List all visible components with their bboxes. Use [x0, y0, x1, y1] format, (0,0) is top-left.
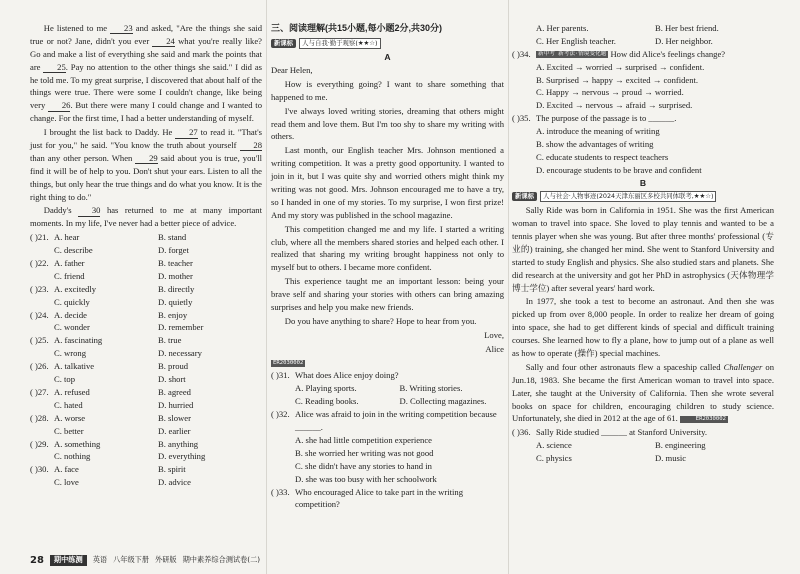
question-34 [512, 48, 774, 61]
question-text: Who encouraged Alice to take part in the writing competition? [295, 486, 463, 510]
options-32 [271, 434, 504, 486]
passage-paragraph: Sally and four other astronauts flew a spaceship called Challenger on Jun.18, 1983. She became the first American woman to travel into space. Later, she taught at the University of California. Then she wrote several books on space for children, encouraging children to study science. Unfortunately, she died in 2012 at the age of 61. ER2030002 [512, 361, 774, 424]
option[interactable]: C. wonder [54, 322, 90, 333]
cloze-question [30, 438, 262, 464]
footer-title: 期中素养综合测试卷(二) [182, 555, 261, 565]
option[interactable]: C. quickly [54, 296, 90, 307]
option[interactable]: C. physics [536, 453, 572, 464]
option[interactable]: A. worse [54, 412, 86, 423]
option[interactable]: A. face [54, 464, 79, 475]
options-36 [512, 439, 774, 465]
question-33 [271, 486, 504, 512]
answer-slot[interactable]: ( )22. [30, 258, 49, 269]
blank-26[interactable]: 26 [48, 101, 70, 111]
passage-paragraph: Sally Ride was born in California in 1951. She was the first American woman to travel into space. She loved to play tennis and wanted to be a tennis player when she was young. But after three months' professional (专业的) training, she changed her mind. She went to Stanford University and started to study English and physics. She also studied stars and planets. She did research at the university and got her PhD in astrophysics (天体物理学博士学位) after several years' hard work. [512, 205, 774, 293]
option[interactable]: A. Her parents. [536, 23, 589, 33]
column-cloze [30, 22, 262, 489]
option[interactable]: C. Reading books. [295, 396, 359, 407]
cloze-question [30, 334, 262, 360]
passage-letter: A [384, 52, 391, 63]
option[interactable]: C. she didn't have any stories to hand in [295, 460, 432, 471]
option[interactable]: B. agreed [158, 386, 191, 397]
question-36 [512, 426, 774, 439]
brand-badge: 期中练测 [50, 555, 87, 566]
option[interactable]: B. Writing stories. [399, 383, 463, 394]
question-tag [512, 191, 774, 203]
option[interactable]: B. enjoy [158, 309, 188, 320]
answer-slot[interactable]: ( )36. [512, 427, 531, 438]
letter-closing: Love, [484, 329, 504, 340]
blank-29[interactable]: 29 [135, 154, 157, 164]
options-34 [512, 61, 774, 113]
blank-23[interactable]: 23 [110, 24, 132, 34]
cloze-paragraph-3: Daddy's 30 has returned to me at many important moments. In my life, I've never had a better piece of advice. [30, 205, 262, 229]
option[interactable]: D. advice [158, 477, 191, 488]
question-text: Alice was afraid to join in the writing competition because ______. [295, 409, 497, 433]
letter-paragraph: Last month, our English teacher Mrs. Johnson mentioned a writing competition. It was a pretty good opportunity. I wanted to join in it, but I was quite shy and worried others might think my writing was not good. Mrs. Johnson encouraged me to have a try, so I handed in one of my stories. To my surprise, I won first prize! And my story was published in the school magazine. [271, 145, 504, 220]
option[interactable]: A. hear [54, 232, 80, 243]
option[interactable]: D. quietly [158, 296, 193, 307]
option[interactable]: C. friend [54, 270, 85, 281]
option[interactable]: A. science [536, 440, 572, 451]
option[interactable]: D. she was too busy with her schoolwork [295, 473, 437, 484]
option[interactable]: A. father [54, 258, 85, 269]
column-reading-a [271, 22, 504, 511]
option[interactable]: B. directly [158, 283, 195, 294]
letter-paragraph: Do you have anything to share? Hope to hear from you. [284, 315, 477, 326]
option[interactable]: D. remember [158, 322, 204, 333]
curriculum-logo: 新课标 [512, 192, 537, 202]
letter-greeting: Dear Helen, [271, 65, 313, 75]
option[interactable]: C. educate students to respect teachers [536, 151, 669, 162]
tag-text: 人与社会·人物事迹(2024天津东丽区多校共同体联考,★★☆) [540, 191, 716, 203]
option[interactable]: D. forget [158, 245, 189, 256]
question-tag: 新中考 新考法·情境变化题 [538, 51, 607, 58]
answer-slot[interactable]: ( )23. [30, 283, 49, 294]
option[interactable]: C. describe [54, 245, 93, 256]
letter-paragraph: I've always loved writing stories, dreaming that others might read them and love them. But I'm too shy to share my writing with others. [271, 105, 504, 142]
curriculum-logo: 新课标 [271, 39, 296, 49]
option[interactable]: C. Her English teacher. [536, 35, 616, 46]
option[interactable]: D. music [655, 453, 687, 464]
option[interactable]: B. she worried her writing was not good [295, 447, 434, 458]
option[interactable]: A. Playing sports. [295, 383, 357, 394]
item-code: ER2030002 [273, 359, 304, 366]
letter-paragraph: How is everything going? I want to share something that happened to me. [271, 78, 504, 102]
answer-slot[interactable]: ( )28. [30, 412, 49, 423]
answer-slot[interactable]: ( )29. [30, 438, 49, 449]
option[interactable]: B. engineering [655, 440, 706, 451]
option[interactable]: B. Her best friend. [655, 23, 719, 33]
answer-slot[interactable]: ( )33. [271, 486, 290, 497]
option[interactable]: C. wrong [54, 348, 86, 359]
answer-slot[interactable]: ( )32. [271, 409, 290, 420]
option[interactable]: C. love [54, 477, 79, 488]
question-31 [271, 369, 504, 382]
option[interactable]: A. introduce the meaning of writing [536, 126, 660, 137]
option[interactable]: A. Excited → worried → surprised → confident. [536, 61, 705, 72]
options-31 [271, 382, 504, 408]
option[interactable]: D. Her neighbor. [655, 35, 713, 46]
section-title: 三、阅读理解(共15小题,每小题2分,共30分) [271, 23, 443, 33]
option[interactable]: D. short [158, 374, 186, 385]
cloze-question [30, 257, 262, 283]
options-35 [512, 125, 774, 177]
question-tag [271, 38, 504, 50]
page-footer [30, 553, 260, 568]
option[interactable]: A. refused [54, 386, 90, 397]
option[interactable]: C. hated [54, 399, 83, 410]
question-text: How did Alice's feelings change? [610, 48, 726, 59]
question-32 [271, 408, 504, 434]
cloze-question [30, 283, 262, 309]
option[interactable]: B. teacher [158, 258, 193, 269]
spaceship-name: Challenger [723, 361, 763, 372]
cloze-question [30, 309, 262, 335]
cloze-question [30, 386, 262, 412]
option[interactable]: B. spirit [158, 464, 186, 475]
option[interactable]: D. hurried [158, 399, 194, 410]
cloze-question [30, 231, 262, 257]
option[interactable]: B. true [158, 335, 182, 346]
cloze-question-list [30, 231, 262, 489]
cloze-paragraph-1: He listened to me 23 and asked, "Are the things she said true or not? Jane, didn't you ever 24 what you're really like? Go and make a list of everything she said and mark the points that are 25. Pay no attention to the other things she said." I did as he told me. To my great surprise, I discovered that about half of the things were true. There were some I couldn't change, like being very 26. But there were many I could change and I wanted to change. For the first time, I had a better understanding of myself. [30, 23, 262, 124]
option[interactable]: C. top [54, 374, 76, 385]
option[interactable]: C. Happy → nervous → proud → worried. [536, 87, 684, 98]
cloze-question [30, 412, 262, 438]
option[interactable]: D. Excited → nervous → afraid → surprised. [536, 100, 693, 111]
option[interactable]: D. mother [158, 270, 193, 281]
question-text: What does Alice enjoy doing? [295, 370, 399, 381]
option[interactable]: A. something [54, 438, 101, 449]
option[interactable]: C. nothing [54, 451, 91, 462]
column-reading-b [512, 22, 774, 465]
option[interactable]: B. slower [158, 412, 191, 423]
letter-paragraph: This experience taught me an important lesson: being your brave self and sharing your stories with others can bring amazing surprises and help you make new friends. [271, 276, 504, 313]
answer-slot[interactable]: ( )34. [512, 48, 531, 59]
cloze-question [30, 360, 262, 386]
option[interactable]: A. excitedly [54, 283, 96, 294]
footer-grade: 八年级下册 [113, 555, 150, 565]
question-35 [512, 112, 774, 125]
blank-28[interactable]: 28 [240, 141, 262, 151]
option[interactable]: B. show the advantages of writing [536, 139, 654, 150]
option[interactable]: A. decide [54, 309, 87, 320]
letter-signature: Alice [485, 343, 504, 354]
blank-24[interactable]: 24 [152, 37, 174, 47]
blank-30[interactable]: 30 [78, 206, 100, 216]
tag-text: 人与自我·勤于观察(★★☆) [299, 38, 380, 50]
answer-slot[interactable]: ( )30. [30, 464, 49, 475]
cloze-question [30, 463, 262, 489]
footer-edition: 外研版 [155, 555, 177, 565]
passage-paragraph: In 1977, she took a test to become an astronaut. And then she was picked up from over 8,000 people. In order to realize her dream of going into space, she had to get different kinds of special and difficult training courses. She learned how to fly a plane, how to jump out of a plane as well as how to operate (操作) special machines. [512, 296, 774, 358]
option[interactable]: A. fascinating [54, 335, 103, 346]
column-divider [266, 0, 267, 574]
option[interactable]: B. stand [158, 232, 187, 243]
passage-letter: B [639, 177, 647, 188]
option[interactable]: B. proud [158, 361, 189, 372]
option[interactable]: A. talkative [54, 361, 95, 372]
page-number: 28 [30, 555, 44, 566]
options-33 [512, 22, 774, 48]
footer-subject: 英语 [92, 555, 108, 565]
answer-slot[interactable]: ( )25. [30, 335, 49, 346]
option[interactable]: C. better [54, 425, 84, 436]
answer-slot[interactable]: ( )35. [512, 113, 531, 124]
answer-slot[interactable]: ( )24. [30, 309, 49, 320]
option[interactable]: D. everything [158, 451, 206, 462]
blank-27[interactable]: 27 [175, 128, 197, 138]
blank-25[interactable]: 25 [43, 63, 65, 73]
option[interactable]: D. earlier [158, 425, 191, 436]
cloze-paragraph-2: I brought the list back to Daddy. He 27 to read it. "That's just for you," he said. "You know the truth about yourself 28 than any other person. When 29 said about you is true, you'll find it will be of help to you. Don't shut your ears. Listen to all the things, but only hear the true things and do what you know. It is the right thing to do." [30, 127, 262, 202]
option[interactable]: D. necessary [158, 348, 202, 359]
option[interactable]: B. Surprised → happy → excited → confident. [536, 74, 699, 85]
option[interactable]: A. she had little competition experience [295, 434, 432, 445]
option[interactable]: D. encourage students to be brave and confident [536, 164, 702, 175]
answer-slot[interactable]: ( )31. [271, 370, 290, 381]
answer-slot[interactable]: ( )21. [30, 232, 49, 243]
answer-slot[interactable]: ( )26. [30, 361, 49, 372]
item-code: ER2030002 [680, 416, 728, 423]
answer-slot[interactable]: ( )27. [30, 386, 49, 397]
question-text: Sally Ride studied ______ at Stanford University. [536, 427, 708, 438]
option[interactable]: D. Collecting magazines. [399, 396, 487, 407]
letter-paragraph: This competition changed me and my life. I started a writing club, where all the members shared stories and helped each other. I realized that sharing my writing brought happiness not only to myself but to others. I became more confident. [271, 223, 504, 273]
column-divider [508, 0, 509, 574]
question-text: The purpose of the passage is to ______. [536, 113, 677, 124]
option[interactable]: B. anything [158, 438, 199, 449]
